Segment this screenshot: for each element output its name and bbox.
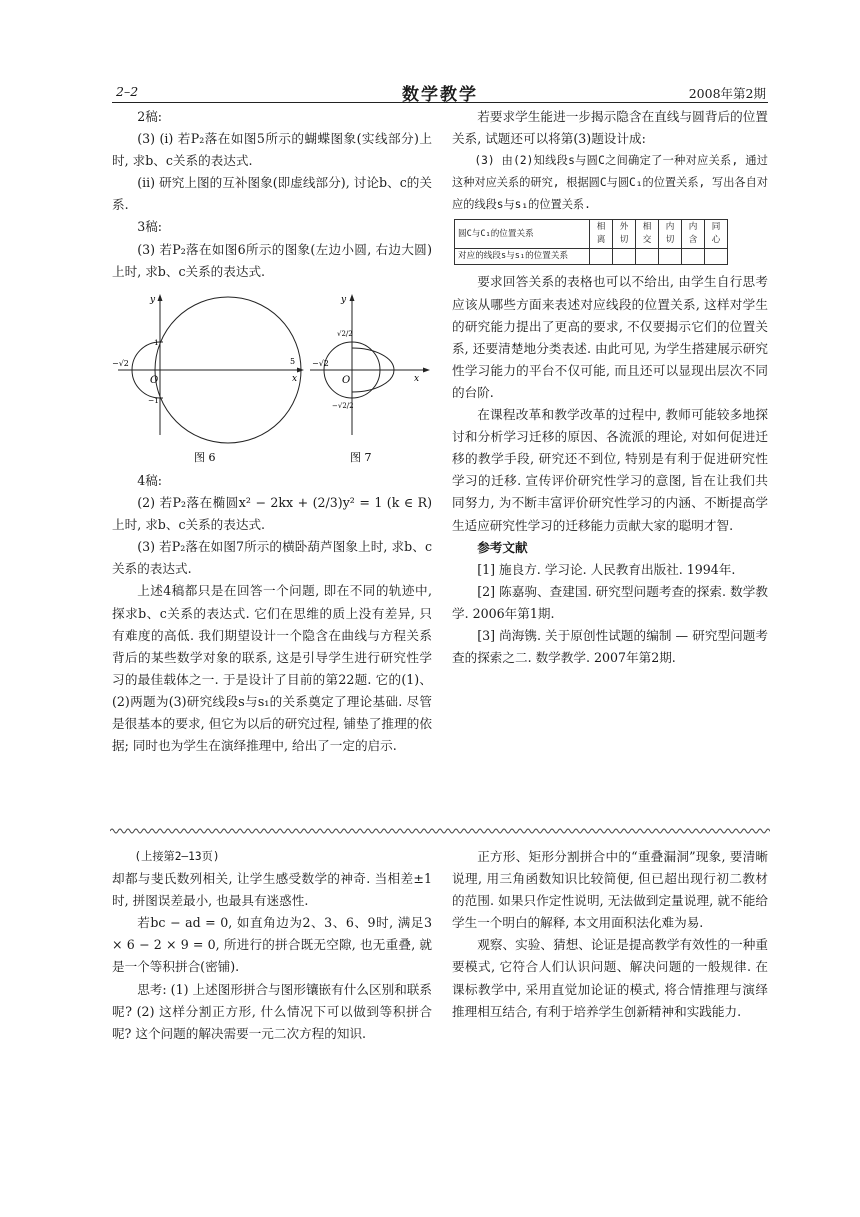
reference-3: [3] 尚海镌. 关于原创性试题的编制 — 研究型问题考查的探索之二. 数学教学. 2007年第2期. <box>452 627 768 666</box>
fig7-caption: 图 7 <box>350 451 372 464</box>
bottom-left-column <box>112 846 432 1045</box>
figures-svg <box>112 290 432 466</box>
relation-col-neiqie: 内切 <box>659 220 682 249</box>
draft3-q3: (3) 若P₂落在如图6所示的图象(左边小圆, 右边大圆)上时, 求b、c关系的表达式. <box>112 241 432 279</box>
fig7-origin: O <box>342 375 351 386</box>
relation-col-neihan: 内含 <box>682 220 705 249</box>
bottom-right-column <box>452 846 768 1023</box>
fig7-neg-sqrt2-over-2: −√2/2 <box>332 402 354 410</box>
relation-cell <box>705 249 728 265</box>
redesign-question: (3) 由(2)知线段s与圆C之间确定了一种对应关系, 通过这种对应关系的研究, 根据圆C与圆C₁的位置关系, 写出各自对应的线段s与s₁的位置关系. <box>452 154 768 212</box>
draft2-q3ii: (ii) 研究上图的互补图象(即虚线部分), 讨论b、c的关系. <box>112 175 432 213</box>
relation-col-waiqie: 外切 <box>613 220 636 249</box>
fig7-y-label: y <box>341 295 347 305</box>
fig7-neg-sqrt2: −√2 <box>312 359 329 368</box>
relation-cell <box>613 249 636 265</box>
relation-row1-head: 圆C与C₁的位置关系 <box>455 220 590 249</box>
fig6-neg-one: −1 <box>148 396 160 405</box>
fig6-five: 5 <box>290 357 296 366</box>
relation-col-xiangli: 相离 <box>590 220 613 249</box>
fig6-neg-sqrt2: −√2 <box>112 359 129 368</box>
intro-paragraph: 若要求学生能进一步揭示隐含在直线与圆背后的位置关系, 试题还可以将第(3)题设计成: <box>452 109 768 147</box>
relation-cell <box>659 249 682 265</box>
right-column-top <box>452 106 768 669</box>
fig6-y-arrow <box>158 294 163 301</box>
fig7-y-arrow <box>350 294 355 301</box>
reform-paragraph: 在课程改革和教学改革的过程中, 教师可能较多地探讨和分析学习迁移的原因、各流派的理论, 对如何促进迁移的教学手段, 研究还不到位, 特别是有利于促进研究性学习的迁移. 宣传评价研究性学习的意图, 旨在让我们共同努力, 为不断丰富评价研究性学习的内涵、不断提高学生适应研究性学习的迁移能力贡献大家的聪明才智. <box>452 407 768 533</box>
relation-col-tongxin: 同心 <box>705 220 728 249</box>
fig6-one: 1 <box>154 338 159 347</box>
reference-2: [2] 陈嘉驹、查建国. 研究型问题考查的探索. 数学教学. 2006年第1期. <box>452 583 768 621</box>
header-rule <box>112 102 768 103</box>
figures-area <box>112 290 432 466</box>
fig6-y-label: y <box>150 295 156 305</box>
draft2-q3i: (3) (i) 若P₂落在如图5所示的蝴蝶图象(实线部分)上时, 求b、c关系的表达式. <box>112 131 432 169</box>
draft3-label: 3稿: <box>137 219 163 235</box>
draft4-q3: (3) 若P₂落在如图7所示的横卧葫芦图象上时, 求b、c关系的表达式. <box>112 539 432 577</box>
fig7-x-label: x <box>414 374 420 384</box>
left-column-top <box>112 106 432 283</box>
journal-title: 数学教学 <box>402 85 478 105</box>
draft4-q2: (2) 若P₂落在椭圆x² − 2kx + (2/3)y² = 1 (k ∈ R)上时, 求b、c关系的表达式. <box>112 495 432 533</box>
overlap-paragraph: 正方形、矩形分割拼合中的“重叠漏洞”现象, 要清晰说理, 用三角函数知识比较简便, 但已超出现行初二教材的范围. 如果只作定性说明, 无法做到定量说理, 就不能给学生一个明白的解释, 本文用面积法化难为易. <box>452 849 768 931</box>
fibonacci-paragraph: 却都与斐氏数列相关, 让学生感受数学的神奇. 当相差±1时, 拼图误差最小, 也最具有迷惑性. <box>112 871 432 909</box>
fig6-origin: O <box>150 375 159 386</box>
relation-col-xiangjiao: 相交 <box>636 220 659 249</box>
relation-row-segments <box>455 249 728 265</box>
continued-from: (上接第2–13页) <box>134 850 220 863</box>
fig6-caption: 图 6 <box>194 451 216 464</box>
figure-6 <box>118 296 302 443</box>
conclusion-paragraph: 观察、实验、猜想、论证是提高教学有效性的一种重要模式, 它符合人们认识问题、解决问题的一般规律. 在课标教学中, 采用直觉加论证的模式, 将合情推理与演绎推理相互结合, 有利于培养学生创新精神和实践能力. <box>452 937 768 1019</box>
issue-label: 2008年第2期 <box>688 86 766 101</box>
fig7-x-arrow <box>423 368 430 373</box>
references-title: 参考文献 <box>477 539 528 555</box>
page-header <box>112 80 768 105</box>
relation-cell <box>590 249 613 265</box>
draft2-label: 2稿: <box>137 109 163 124</box>
page-number: 2–2 <box>116 84 139 99</box>
relation-row-circles <box>455 220 728 249</box>
wavy-line <box>110 829 770 833</box>
relation-table <box>454 219 728 265</box>
left-column-bottom <box>112 470 432 757</box>
think-paragraph: 思考: (1) 上述图形拼合与图形镶嵌有什么区别和联系呢? (2) 这样分割正方形, 什么情况下可以做到等积拼合呢? 这个问题的解决需要一元二次方程的知识. <box>112 981 432 1041</box>
draft4-label: 4稿: <box>137 473 163 488</box>
fig7-sqrt2-over-2: √2/2 <box>337 330 353 338</box>
relation-row2-head: 对应的线段s与s₁的位置关系 <box>455 249 590 265</box>
table-discussion: 要求回答关系的表格也可以不给出, 由学生自行思考应该从哪些方面来表述对应线段的位置关系, 这样对学生的研究能力提出了更高的要求, 不仅要揭示它们的位置关系, 还要清楚地分类表述. 由此可见, 为学生搭建展示研究性学习能力的平台不仅可能, 而且还可以显现出层次不同的台阶. <box>452 274 768 400</box>
summary-paragraph: 上述4稿都只是在回答一个问题, 即在不同的轨迹中, 探求b、c关系的表达式. 它们在思维的质上没有差异, 只有难度的高低. 我们期望设计一个隐含在曲线与方程关系背后的某些数学对象的联系, 这是引导学生进行研究性学习的最佳载体之一. 于是设计了目前的第22题. 它的(1)、(2)两题为(3)研究线段s与s₁的关系奠定了理论基础. 尽管是很基本的要求, 但它为以后的研究过程, 铺垫了推理的依据; 同时也为学生在演绎推理中, 给出了一定的启示. <box>112 583 432 754</box>
equal-area-paragraph: 若bc − ad = 0, 如直角边为2、3、6、9时, 满足3 × 6 − 2 × 9 = 0, 所进行的拼合既无空隙, 也无重叠, 就是一个等积拼合(密铺). <box>112 915 432 975</box>
fig6-x-label: x <box>292 374 298 384</box>
reference-1: [1] 施良方. 学习论. 人民教育出版社. 1994年. <box>477 561 736 577</box>
relation-cell <box>636 249 659 265</box>
wavy-separator <box>110 826 770 836</box>
relation-cell <box>682 249 705 265</box>
